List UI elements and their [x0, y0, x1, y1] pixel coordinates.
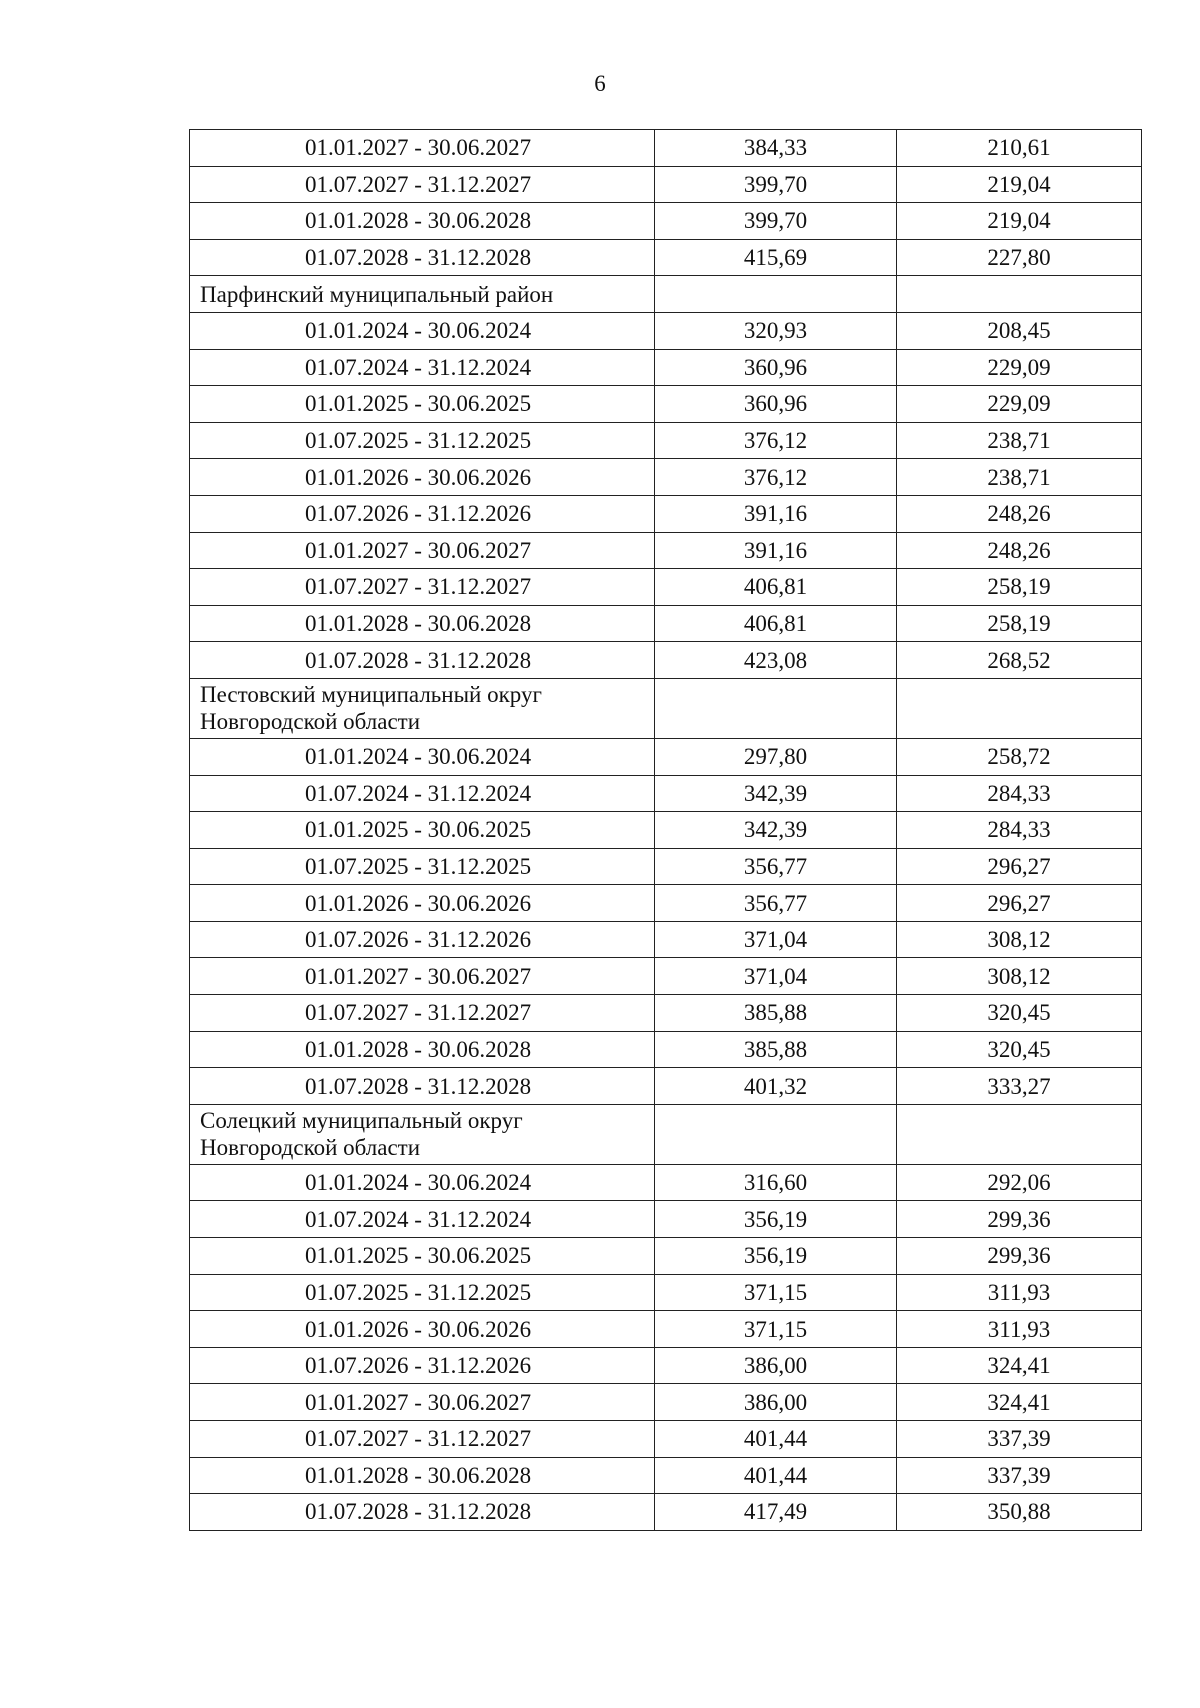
value1-cell: 371,15	[655, 1311, 897, 1348]
table-row	[190, 1421, 1142, 1458]
value1-cell: 385,88	[655, 1031, 897, 1068]
table-row	[190, 239, 1142, 276]
value1-cell: 386,00	[655, 1384, 897, 1421]
value2-cell: 320,45	[897, 1031, 1142, 1068]
value2-cell: 208,45	[897, 312, 1142, 349]
period-cell: 01.07.2027 - 31.12.2027	[190, 166, 655, 203]
period-cell: 01.07.2027 - 31.12.2027	[190, 569, 655, 606]
value2-cell: 299,36	[897, 1238, 1142, 1275]
value1-cell: 371,04	[655, 921, 897, 958]
table-row	[190, 312, 1142, 349]
value2-cell: 268,52	[897, 642, 1142, 679]
value2-cell: 258,19	[897, 605, 1142, 642]
value1-cell: 406,81	[655, 569, 897, 606]
section-header-row	[190, 678, 1142, 738]
period-cell: 01.01.2026 - 30.06.2026	[190, 885, 655, 922]
value2-cell: 308,12	[897, 958, 1142, 995]
value1-cell: 415,69	[655, 239, 897, 276]
value2-cell: 292,06	[897, 1164, 1142, 1201]
table-row	[190, 1068, 1142, 1105]
value1-cell: 401,32	[655, 1068, 897, 1105]
table-row	[190, 1384, 1142, 1421]
table-row	[190, 130, 1142, 167]
value2-cell: 324,41	[897, 1384, 1142, 1421]
value1-cell: 342,39	[655, 775, 897, 812]
table-row	[190, 775, 1142, 812]
section-title-cell	[190, 678, 655, 738]
value1-cell: 356,77	[655, 848, 897, 885]
period-cell: 01.07.2024 - 31.12.2024	[190, 349, 655, 386]
table-row	[190, 1031, 1142, 1068]
value1-cell: 297,80	[655, 738, 897, 775]
value2-cell: 210,61	[897, 130, 1142, 167]
table-row	[190, 459, 1142, 496]
section-title-cell	[190, 276, 655, 313]
value2-cell: 227,80	[897, 239, 1142, 276]
value1-cell: 391,16	[655, 532, 897, 569]
tariff-table-body	[190, 130, 1142, 1531]
period-cell: 01.01.2028 - 30.06.2028	[190, 605, 655, 642]
value2-cell: 238,71	[897, 459, 1142, 496]
value1-cell: 356,77	[655, 885, 897, 922]
value1-cell: 423,08	[655, 642, 897, 679]
value1-cell: 371,15	[655, 1274, 897, 1311]
table-row	[190, 1274, 1142, 1311]
value2-cell: 284,33	[897, 775, 1142, 812]
section-title-line: Солецкий муниципальный округ	[200, 1107, 523, 1133]
period-cell: 01.07.2025 - 31.12.2025	[190, 1274, 655, 1311]
table-row	[190, 921, 1142, 958]
period-cell: 01.07.2025 - 31.12.2025	[190, 848, 655, 885]
period-cell: 01.01.2028 - 30.06.2028	[190, 1457, 655, 1494]
value1-cell: 320,93	[655, 312, 897, 349]
value1-cell: 385,88	[655, 995, 897, 1032]
period-cell: 01.01.2028 - 30.06.2028	[190, 203, 655, 240]
value2-cell: 296,27	[897, 848, 1142, 885]
period-cell: 01.01.2025 - 30.06.2025	[190, 1238, 655, 1275]
period-cell: 01.07.2026 - 31.12.2026	[190, 921, 655, 958]
period-cell: 01.07.2026 - 31.12.2026	[190, 1347, 655, 1384]
value1-cell: 376,12	[655, 459, 897, 496]
period-cell: 01.07.2028 - 31.12.2028	[190, 642, 655, 679]
table-row	[190, 1311, 1142, 1348]
empty-cell	[897, 1104, 1142, 1164]
value1-cell: 356,19	[655, 1238, 897, 1275]
tariff-table	[189, 129, 1142, 1531]
table-row	[190, 958, 1142, 995]
period-cell: 01.07.2028 - 31.12.2028	[190, 1068, 655, 1105]
table-row	[190, 1201, 1142, 1238]
value2-cell: 248,26	[897, 532, 1142, 569]
section-title-line: Новгородской области	[200, 708, 421, 734]
section-title-line: Пестовский муниципальный округ	[200, 681, 542, 707]
section-title-cell	[190, 1104, 655, 1164]
table-row	[190, 1457, 1142, 1494]
period-cell: 01.01.2027 - 30.06.2027	[190, 130, 655, 167]
table-row	[190, 605, 1142, 642]
value1-cell: 384,33	[655, 130, 897, 167]
value2-cell: 238,71	[897, 422, 1142, 459]
table-row	[190, 569, 1142, 606]
period-cell: 01.01.2028 - 30.06.2028	[190, 1031, 655, 1068]
section-header-row	[190, 1104, 1142, 1164]
period-cell: 01.07.2028 - 31.12.2028	[190, 1494, 655, 1531]
period-cell: 01.01.2027 - 30.06.2027	[190, 1384, 655, 1421]
period-cell: 01.01.2024 - 30.06.2024	[190, 312, 655, 349]
table-row	[190, 349, 1142, 386]
value2-cell: 229,09	[897, 349, 1142, 386]
period-cell: 01.07.2027 - 31.12.2027	[190, 1421, 655, 1458]
section-title-line: Парфинский муниципальный район	[200, 281, 554, 307]
period-cell: 01.01.2026 - 30.06.2026	[190, 459, 655, 496]
value2-cell: 320,45	[897, 995, 1142, 1032]
period-cell: 01.01.2025 - 30.06.2025	[190, 386, 655, 423]
value1-cell: 371,04	[655, 958, 897, 995]
period-cell: 01.07.2025 - 31.12.2025	[190, 422, 655, 459]
value1-cell: 399,70	[655, 166, 897, 203]
value2-cell: 296,27	[897, 885, 1142, 922]
table-row	[190, 1238, 1142, 1275]
table-row	[190, 532, 1142, 569]
value1-cell: 399,70	[655, 203, 897, 240]
empty-cell	[655, 678, 897, 738]
value2-cell: 248,26	[897, 495, 1142, 532]
table-row	[190, 995, 1142, 1032]
period-cell: 01.07.2027 - 31.12.2027	[190, 995, 655, 1032]
value2-cell: 337,39	[897, 1421, 1142, 1458]
period-cell: 01.07.2028 - 31.12.2028	[190, 239, 655, 276]
period-cell: 01.07.2026 - 31.12.2026	[190, 495, 655, 532]
table-row	[190, 495, 1142, 532]
value1-cell: 406,81	[655, 605, 897, 642]
value1-cell: 386,00	[655, 1347, 897, 1384]
period-cell: 01.07.2024 - 31.12.2024	[190, 1201, 655, 1238]
value2-cell: 337,39	[897, 1457, 1142, 1494]
table-row	[190, 1164, 1142, 1201]
period-cell: 01.01.2027 - 30.06.2027	[190, 532, 655, 569]
table-row	[190, 642, 1142, 679]
table-row	[190, 166, 1142, 203]
value2-cell: 299,36	[897, 1201, 1142, 1238]
value1-cell: 356,19	[655, 1201, 897, 1238]
table-row	[190, 738, 1142, 775]
value2-cell: 308,12	[897, 921, 1142, 958]
table-row	[190, 386, 1142, 423]
value1-cell: 401,44	[655, 1421, 897, 1458]
empty-cell	[655, 1104, 897, 1164]
value1-cell: 316,60	[655, 1164, 897, 1201]
table-row	[190, 1494, 1142, 1531]
value1-cell: 391,16	[655, 495, 897, 532]
value2-cell: 324,41	[897, 1347, 1142, 1384]
value2-cell: 333,27	[897, 1068, 1142, 1105]
table-row	[190, 885, 1142, 922]
value2-cell: 258,72	[897, 738, 1142, 775]
page-number: 6	[594, 71, 606, 96]
section-header-row	[190, 276, 1142, 313]
table-row	[190, 422, 1142, 459]
period-cell: 01.01.2024 - 30.06.2024	[190, 738, 655, 775]
value2-cell: 311,93	[897, 1274, 1142, 1311]
table-row	[190, 203, 1142, 240]
value2-cell: 350,88	[897, 1494, 1142, 1531]
value1-cell: 360,96	[655, 386, 897, 423]
period-cell: 01.07.2024 - 31.12.2024	[190, 775, 655, 812]
section-title-line: Новгородской области	[200, 1134, 421, 1160]
period-cell: 01.01.2024 - 30.06.2024	[190, 1164, 655, 1201]
table-row	[190, 1347, 1142, 1384]
value1-cell: 376,12	[655, 422, 897, 459]
empty-cell	[897, 276, 1142, 313]
table-row	[190, 848, 1142, 885]
value1-cell: 342,39	[655, 812, 897, 849]
period-cell: 01.01.2027 - 30.06.2027	[190, 958, 655, 995]
period-cell: 01.01.2026 - 30.06.2026	[190, 1311, 655, 1348]
value1-cell: 360,96	[655, 349, 897, 386]
empty-cell	[655, 276, 897, 313]
value1-cell: 417,49	[655, 1494, 897, 1531]
period-cell: 01.01.2025 - 30.06.2025	[190, 812, 655, 849]
table-row	[190, 812, 1142, 849]
value2-cell: 258,19	[897, 569, 1142, 606]
value2-cell: 284,33	[897, 812, 1142, 849]
value2-cell: 219,04	[897, 166, 1142, 203]
value1-cell: 401,44	[655, 1457, 897, 1494]
value2-cell: 219,04	[897, 203, 1142, 240]
value2-cell: 229,09	[897, 386, 1142, 423]
value2-cell: 311,93	[897, 1311, 1142, 1348]
empty-cell	[897, 678, 1142, 738]
